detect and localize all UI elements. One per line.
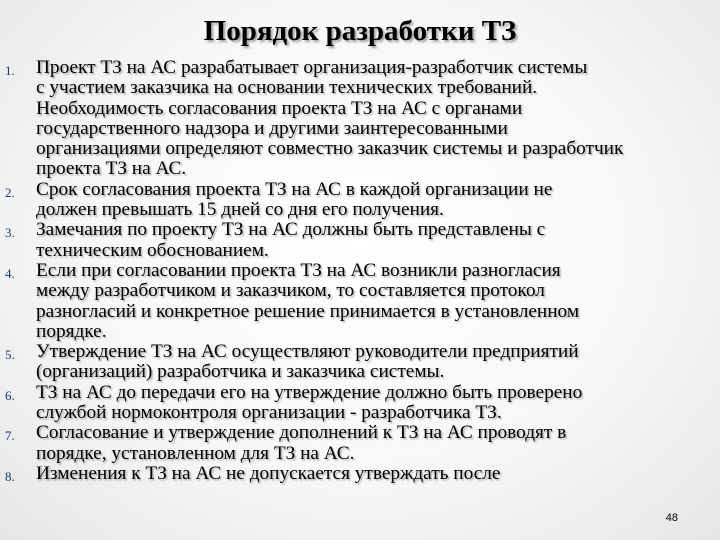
list-item-line: техническим обоснованием. <box>36 239 269 261</box>
list-item-line: службой нормоконтроля организации - разработчика ТЗ. <box>36 402 502 424</box>
list-item-number: 5. <box>5 347 15 363</box>
list-item-line: порядке, установленном для ТЗ на АС. <box>36 442 355 464</box>
list-item-line: Согласование и утверждение дополнений к ТЗ на АС проводят в <box>36 422 567 444</box>
list-item-8 <box>0 464 720 484</box>
list-item-line: ТЗ на АС до передачи его на утверждение должно быть проверено <box>36 381 583 403</box>
list-item-3 <box>0 220 720 261</box>
list-item-line: Необходимость согласования проекта ТЗ на АС с органами <box>36 97 523 119</box>
list-item-number: 4. <box>5 265 15 281</box>
list-item-2 <box>0 180 720 221</box>
list-item-line: разногласий и конкретное решение принимается в установленном <box>36 300 580 322</box>
list-item-line: с участием заказчика на основании технических требований. <box>36 77 538 99</box>
page-number: 48 <box>665 512 678 524</box>
list-item-line: государственного надзора и другими заинтересованными <box>36 117 508 139</box>
list-item-number: 3. <box>5 225 15 241</box>
list-item-line: проекта ТЗ на АС. <box>36 158 187 180</box>
numbered-list <box>0 58 720 484</box>
list-item-line: Если при согласовании проекта ТЗ на АС возникли разногласия <box>36 259 561 281</box>
list-item-line: между разработчиком и заказчиком, то составляется протокол <box>36 280 545 302</box>
list-item-line: Изменения к ТЗ на АС не допускается утверждать после <box>36 462 501 484</box>
list-item-6 <box>0 383 720 424</box>
list-item-line: (организаций) разработчика и заказчика системы. <box>36 361 445 383</box>
list-item-1 <box>0 58 720 180</box>
list-item-line: Замечания по проекту ТЗ на АС должны быть представлены с <box>36 219 546 241</box>
list-item-line: организациями определяют совместно заказчик системы и разработчик <box>36 138 624 160</box>
list-item-line: Утверждение ТЗ на АС осуществляют руководители предприятий <box>36 341 579 363</box>
list-item-line: Проект ТЗ на АС разрабатывает организация-разработчик системы <box>36 57 588 78</box>
list-item-number: 2. <box>5 184 15 200</box>
list-item-line: должен превышать 15 дней со дня его получения. <box>36 199 444 221</box>
list-item-number: 6. <box>5 387 15 403</box>
list-item-line: Срок согласования проекта ТЗ на АС в каждой организации не <box>36 178 553 200</box>
list-item-number: 8. <box>5 468 15 484</box>
list-item-number: 7. <box>5 428 15 444</box>
list-item-7 <box>0 423 720 464</box>
list-item-line: порядке. <box>36 320 107 342</box>
slide-title: Порядок разработки ТЗ <box>203 15 517 47</box>
list-item-4 <box>0 261 720 342</box>
list-item-5 <box>0 342 720 383</box>
list-item-number: 1. <box>5 63 15 78</box>
